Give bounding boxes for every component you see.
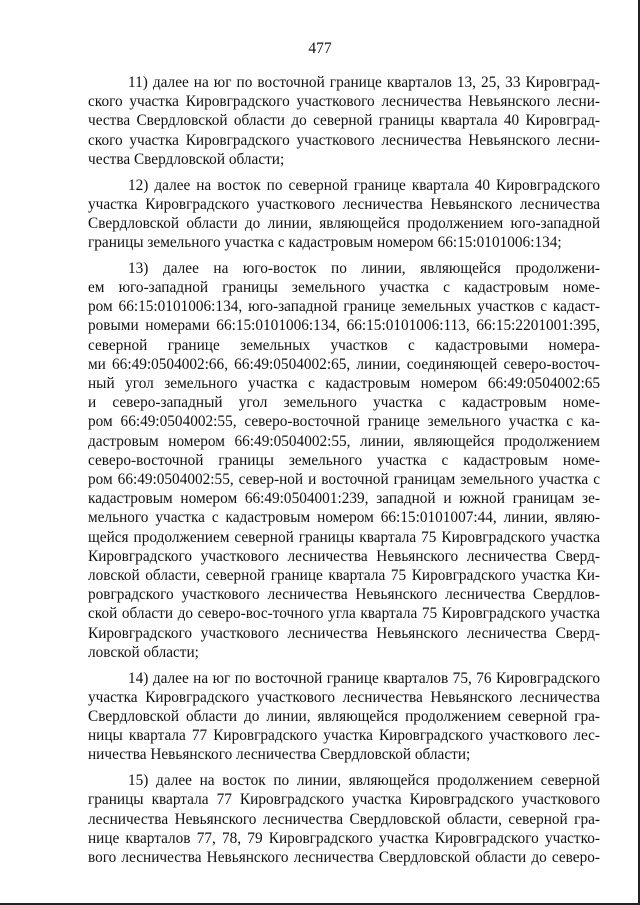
text-line: 13) далее на юго-восток по линии, являющейся продолжени- [128,259,600,277]
text-line: и северо-западный угол земельного участка с кадастровым номе- [88,394,600,412]
text-line: Кировградского участкового лесничества Невьянского лесничества Сверд- [88,547,600,565]
text-line: ми 66:49:0504002:66, 66:49:0504002:65, линии, соединяющей северо-восточ- [88,355,600,373]
paragraph-14 [88,669,600,765]
text-line: ром 66:15:0101006:134, юго-западной границе земельных участков с кадаст- [88,298,600,316]
text-line: ничества Невьянского лесничества Свердловской области; [88,746,471,764]
text-line: ром 66:49:0504002:55, северо-восточной границе земельного участка с ка- [88,413,600,431]
text-line: 12) далее на восток по северной границе квартала 40 Кировградского [128,176,600,194]
text-line: границы квартала 77 Кировградского участка Кировградского участкового [88,791,600,809]
text-line: ем юго-западной границы земельного участка с кадастровым номе- [88,279,600,297]
text-line: вого лесничества Невьянского лесничества Свердловской области до северо- [88,848,600,866]
text-line: ского участка Кировградского участкового лесничества Невьянского лесни- [88,131,600,149]
text-line: участка Кировградского участкового лесничества Невьянского лесничества [88,195,600,213]
page-number: 477 [308,40,332,57]
document-body [88,73,600,874]
paragraph-15 [88,771,600,867]
text-line: северо-восточной границы земельного участка с кадастровым номе- [88,451,600,469]
text-line: ром 66:49:0504002:55, север-ной и восточной границам земельного участка с [88,471,600,489]
text-line: ской области до северо-вос-точного угла квартала 75 Кировградского участка [88,605,600,623]
paragraph-13 [88,259,600,662]
text-line: участка Кировградского участкового лесничества Невьянского лесничества [88,688,600,706]
text-line: мельного участка с кадастровым номером 66:15:0101007:44, линии, являю- [88,509,600,527]
text-line: границы земельного участка с кадастровым номером 66:15:0101006:134; [88,234,562,252]
paragraph-12 [88,176,600,253]
text-line: 11) далее на юг по восточной границе кварталов 13, 25, 33 Кировград- [128,74,600,91]
text-line: ского участка Кировградского участкового лесничества Невьянского лесни- [88,93,600,111]
text-line: ловской области; [88,643,199,661]
text-line: ровыми номерами 66:15:0101006:134, 66:15:0101006:113, 66:15:2201001:395, [88,317,600,335]
text-line: ницы квартала 77 Кировградского участка Кировградского участкового лес- [88,727,600,745]
text-line: лесничества Невьянского лесничества Свердловской области, северной гра- [88,810,600,828]
text-line: чества Свердловской области; [88,150,285,168]
text-line: ровградского участкового лесничества Невьянского лесничества Свердлов- [88,586,600,604]
text-line: нице кварталов 77, 78, 79 Кировградского участка Кировградского участко- [88,829,600,847]
text-line: дастровым номером 66:49:0504002:55, линии, являющейся продолжением [88,432,600,450]
text-line: ловской области, северной границе квартала 75 Кировградского участка Ки- [88,567,600,585]
text-line: Кировградского участкового лесничества Невьянского лесничества Сверд- [88,624,600,642]
text-line: Свердловской области до линии, являющейся продолжением юго-западной [88,214,600,232]
text-line: кадастровым номером 66:49:0504001:239, западной и южной границам зе- [88,490,600,508]
text-line: 14) далее на юг по восточной границе кварталов 75, 76 Кировградского [128,669,600,687]
text-line: щейся продолжением северной границы квартала 75 Кировградского участка [88,528,600,546]
paragraph-11 [88,73,600,169]
text-line: Свердловской области до линии, являющейся продолжением северной гра- [88,708,600,725]
text-line: чества Свердловской области до северной границы квартала 40 Кировград- [88,112,600,130]
text-line: северной границе земельных участков с кадастровыми номера- [88,336,600,354]
text-line: ный угол земельного участка с кадастровым номером 66:49:0504002:65 [88,375,600,393]
text-line: 15) далее на восток по линии, являющейся продолжением северной [128,772,600,790]
